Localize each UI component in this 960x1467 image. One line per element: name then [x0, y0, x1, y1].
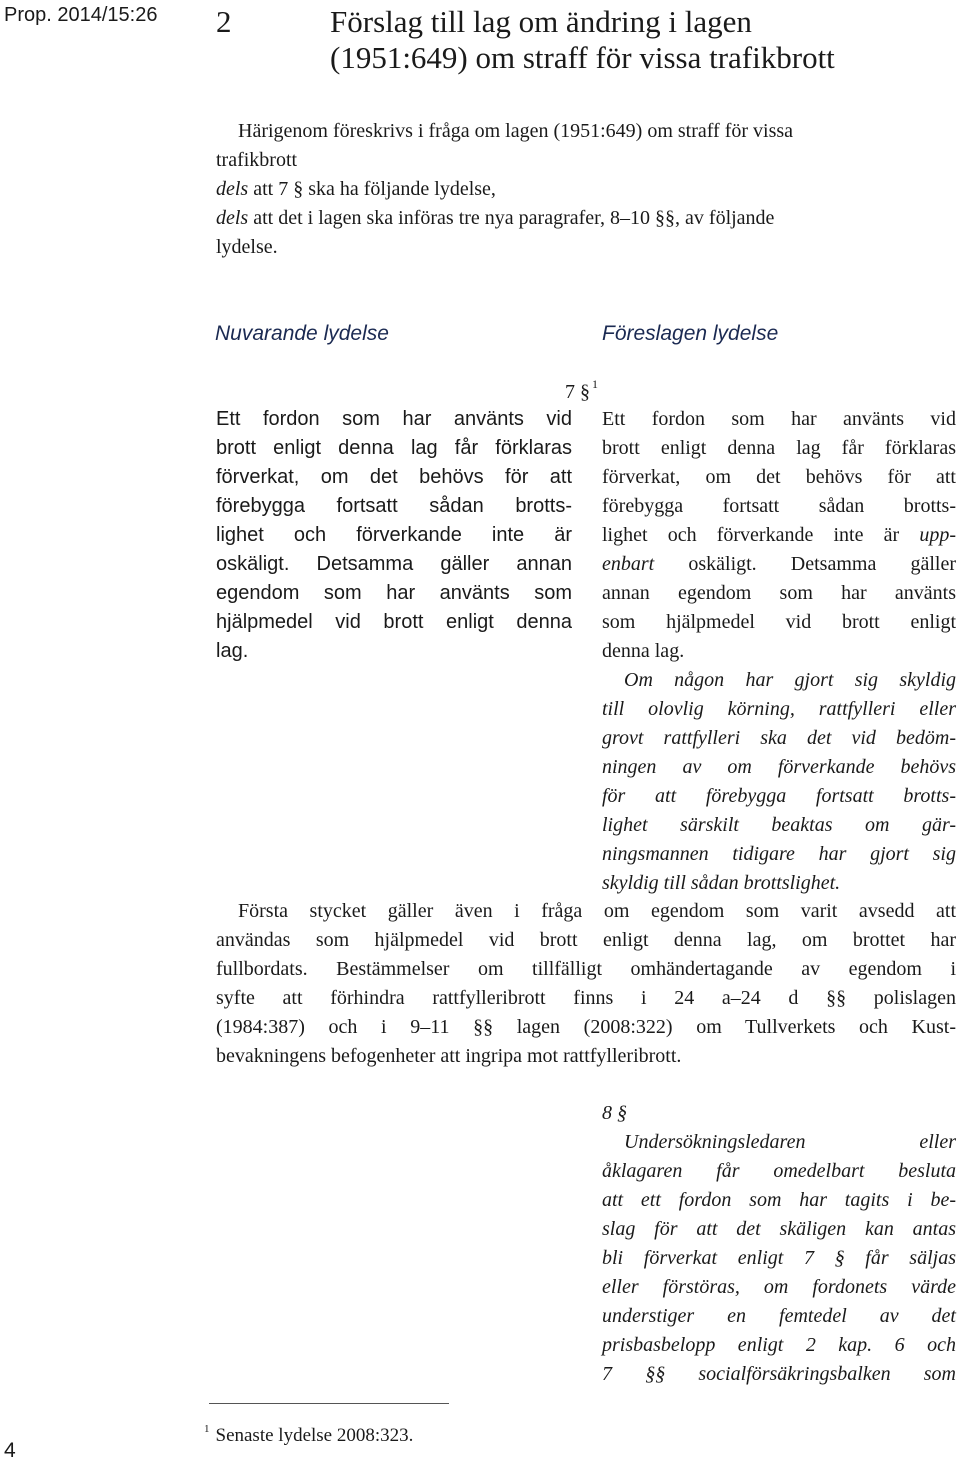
footnote-number: 1 — [204, 1423, 210, 1435]
text-line: lighet särskilt beaktas om gär- — [602, 814, 956, 836]
text-line: lighet och förverkande inte är — [216, 524, 572, 546]
text-line: bli förverkat enligt 7 § får säljas — [602, 1247, 956, 1269]
text-line: brott enligt denna lag får förklaras — [216, 437, 572, 459]
text-line: förebygga fortsatt sådan brotts- — [602, 495, 956, 517]
text-line: eller förstöras, om fordonets värde — [602, 1276, 956, 1298]
section-7-new-paragraph — [602, 666, 956, 898]
footnote — [204, 1423, 413, 1451]
text-line: Om någon har gjort sig skyldig — [624, 669, 956, 691]
text-line: egendom som har använts som — [216, 582, 572, 604]
text-segment: oskäligt. Detsamma gäller — [654, 553, 956, 575]
text-line: Ett fordon som har använts vid — [216, 408, 572, 430]
text-line: lag. — [216, 640, 249, 662]
text-segment: lighet och förverkande inte är — [602, 524, 920, 546]
text-line: bevakningens befogenheter att ingripa mot rattfylleribrott. — [216, 1045, 682, 1067]
text-line: prisbasbelopp enligt 2 kap. 6 och — [602, 1334, 956, 1356]
text-line: Ett fordon som har använts vid — [602, 408, 956, 430]
text-line: ningen av om förverkande behövs — [602, 756, 956, 778]
text-line: denna lag. — [602, 640, 685, 662]
text-line — [602, 550, 956, 579]
page-number: 4 — [4, 1439, 16, 1462]
text-line: förverkat, om det behövs för att — [216, 466, 572, 488]
text-line: brott enligt denna lag får förklaras — [602, 437, 956, 459]
text-line: till olovlig körning, rattfylleri eller — [602, 698, 956, 720]
intro-paragraph — [216, 117, 956, 262]
intro-line: att det i lagen ska införas tre nya paragrafer, 8–10 §§, av följande — [248, 207, 775, 229]
text-line: 7 §§ socialförsäkringsbalken som — [602, 1363, 956, 1385]
text-line: Undersökningsledaren eller — [624, 1131, 956, 1153]
footnote-divider — [209, 1403, 449, 1404]
text-line: för att förebygga fortsatt brotts- — [602, 785, 956, 807]
text-line: skyldig till sådan brottslighet. — [602, 872, 841, 894]
current-wording-heading: Nuvarande lydelse — [215, 322, 389, 345]
text-line: hjälpmedel vid brott enligt denna — [216, 611, 572, 633]
text-line: som hjälpmedel vid brott enligt — [602, 611, 956, 633]
text-line: fullbordats. Bestämmelser om tillfälligt omhändertagande av egendom i — [216, 958, 956, 980]
dels-keyword: dels — [216, 207, 249, 229]
section-8-text — [602, 1099, 956, 1389]
section-7-shared-paragraph — [216, 897, 956, 1071]
chapter-title-line-2: (1951:649) om straff för vissa trafikbrott — [330, 40, 835, 75]
text-line: understiger en femtedel av det — [602, 1305, 956, 1327]
text-line: slag för att det skäligen kan antas — [602, 1218, 956, 1240]
text-line: syfte att förhindra rattfylleribrott finns i 24 a–24 d §§ polislagen — [216, 987, 956, 1009]
section-7-proposed-text — [602, 405, 956, 666]
intro-line: trafikbrott — [216, 149, 298, 171]
text-line: användas som hjälpmedel vid brott enligt denna lag, om brottet har — [216, 929, 956, 951]
section-7-label: 7 § — [565, 381, 590, 403]
footnote-reference: 1 — [592, 377, 598, 391]
text-line — [602, 521, 956, 550]
text-line: (1984:387) och i 9–11 §§ lagen (2008:322) om Tullverkets och Kust- — [216, 1016, 956, 1038]
section-7-marker — [565, 379, 598, 407]
text-line: åklagaren får omedelbart besluta — [602, 1160, 956, 1182]
intro-line: lydelse. — [216, 236, 278, 258]
text-line: förverkat, om det behövs för att — [602, 466, 956, 488]
text-line: annan egendom som har använts — [602, 582, 956, 604]
text-line: förebygga fortsatt sådan brotts- — [216, 495, 572, 517]
text-line: oskäligt. Detsamma gäller annan — [216, 553, 572, 575]
amended-text: upp- — [919, 524, 956, 546]
footnote-text: Senaste lydelse 2008:323. — [215, 1425, 414, 1446]
proposition-reference: Prop. 2014/15:26 — [4, 4, 158, 26]
chapter-title — [330, 4, 955, 76]
dels-keyword: dels — [216, 178, 249, 200]
text-line: Första stycket gäller även i fråga om egendom som varit avsedd att — [238, 900, 956, 922]
intro-line: Härigenom föreskrivs i fråga om lagen (1951:649) om straff för vissa — [238, 120, 794, 142]
chapter-title-line-1: Förslag till lag om ändring i lagen — [330, 4, 752, 39]
text-line: ningsmannen tidigare har gjort sig — [602, 843, 956, 865]
text-line: att ett fordon som har tagits i be- — [602, 1189, 956, 1211]
proposed-wording-heading: Föreslagen lydelse — [602, 322, 779, 345]
section-8-marker: 8 § — [602, 1102, 627, 1124]
amended-text: enbart — [602, 553, 655, 575]
section-7-current-text — [216, 405, 572, 666]
intro-line: att 7 § ska ha följande lydelse, — [248, 178, 496, 200]
text-line: grovt rattfylleri ska det vid bedöm- — [602, 727, 956, 749]
chapter-number: 2 — [216, 4, 232, 39]
